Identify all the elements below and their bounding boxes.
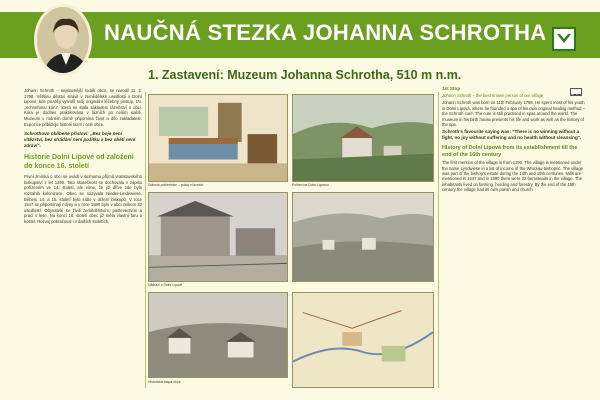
photo-historic-map [292,292,434,388]
left-text-column [24,88,142,388]
photo-caption: Historická mapa obce [148,380,181,384]
photo-old-village [148,292,288,378]
portrait-figure [37,7,92,76]
photo-caption: Pohled na Dolní Lipovou [292,183,329,187]
photo-caption: Dobová pohlednice – pokoj v lázních [148,183,204,187]
intro-paragraph: Johann Schroth – nejslavnější rodák obce, se narodil 11. 2. 1798. Většinu dětství strávil v zemědělské usedlosti v Dolní Lipové, kde později vytvořil svůj originální léčebný postup, tzv. „Schrothovu kúru“, která se stala základem lázeňství v obci. Kúra je dodnes praktikována v lázních po celém světě. Muzeum v rodném domě připomíná život a dílo zakladatele. Expozice přibližuje historii lázní i celé obce. [24,88,142,127]
photo-panorama [292,192,434,282]
photo-caption: Nádraží v Dolní Lipové [148,283,183,287]
right-text-column [442,86,586,386]
stop-name-en: Johann Schroth – the best-known person of our village [442,93,544,98]
column-divider [438,92,439,388]
photo-spa-room [148,94,288,182]
schroth-motto-en: Schroth's favourite saying was: "There is no winning without a fight, no joy without suffering and no health without cleansing". [442,129,582,141]
stop-label-en: 1st Stop [442,86,461,91]
history-text-en: The first mention of the village is from 1290. The village is mentioned under the name Lyndwiese in a list of income of the Wrocław bishopric. The village was part of the bishop's estate during the 14th and 15th centuries. Mills are mentioned in 1547 and in 1580 there were 32 farmsteads in the village. The inhabitants lived on farming, herding and forestry. By the end of the 16th century the village had its own parish and church. [442,160,583,193]
history-heading-en: History of Dolní Lipová from its establishment till the end of the 16th century [442,145,578,158]
board-title: NAUČNÁ STEZKA JOHANNA SCHROTHA [104,20,547,45]
history-text-cz: První zmínka o obci se uvádí v seznamu příjmů vratislavského biskupství z let 1290. Tato skutečnost se dochovala v zápisu pořízeném ve 14. století, ale víme, že již dříve zde byla rozsáhlá kolonizace. Obec se nazývala Nieder-Lindewiese. Během 14. a 15. století bylo sídlo v držení biskupů. V roce 1547 se připomínají mlýny a v roce 1580 bylo v obci celkem 32 usedlostí. Obyvatelé se živili zemědělstvím, pastevectvím a prací v lese. Na konci 16. století obec již měla vlastní faru a kostel. Rozvoj pokračoval i v dalších stoletích. [24,174,142,224]
history-heading-cz: Historie Dolní Lipové od založení do konce 16. století [24,154,134,170]
schroth-motto-cz: Schrothovo oblíbené přísloví: „Bez boje není vítězství, bez strádání není požitku a bez oběti není zdraví“. [24,131,136,149]
column-divider [145,92,146,388]
photo-railway-station [148,192,288,282]
intro-paragraph-en: Johann Schroth was born on 11th February 1798. He spent most of his youth in Dolní Lipová, where he founded a spa of his own original healing method – the Schroth cure. The cure is still practised in spas around the world. The museum in his birth house presents his life and work as well as the history of the spa. [442,100,585,128]
stop-subtitle: 1. Zastavení: Muzeum Johanna Schrotha, 510 m n.m. [148,68,462,82]
region-logo-icon [552,27,576,51]
photo-village-view [292,94,434,182]
portrait-image [34,4,92,76]
